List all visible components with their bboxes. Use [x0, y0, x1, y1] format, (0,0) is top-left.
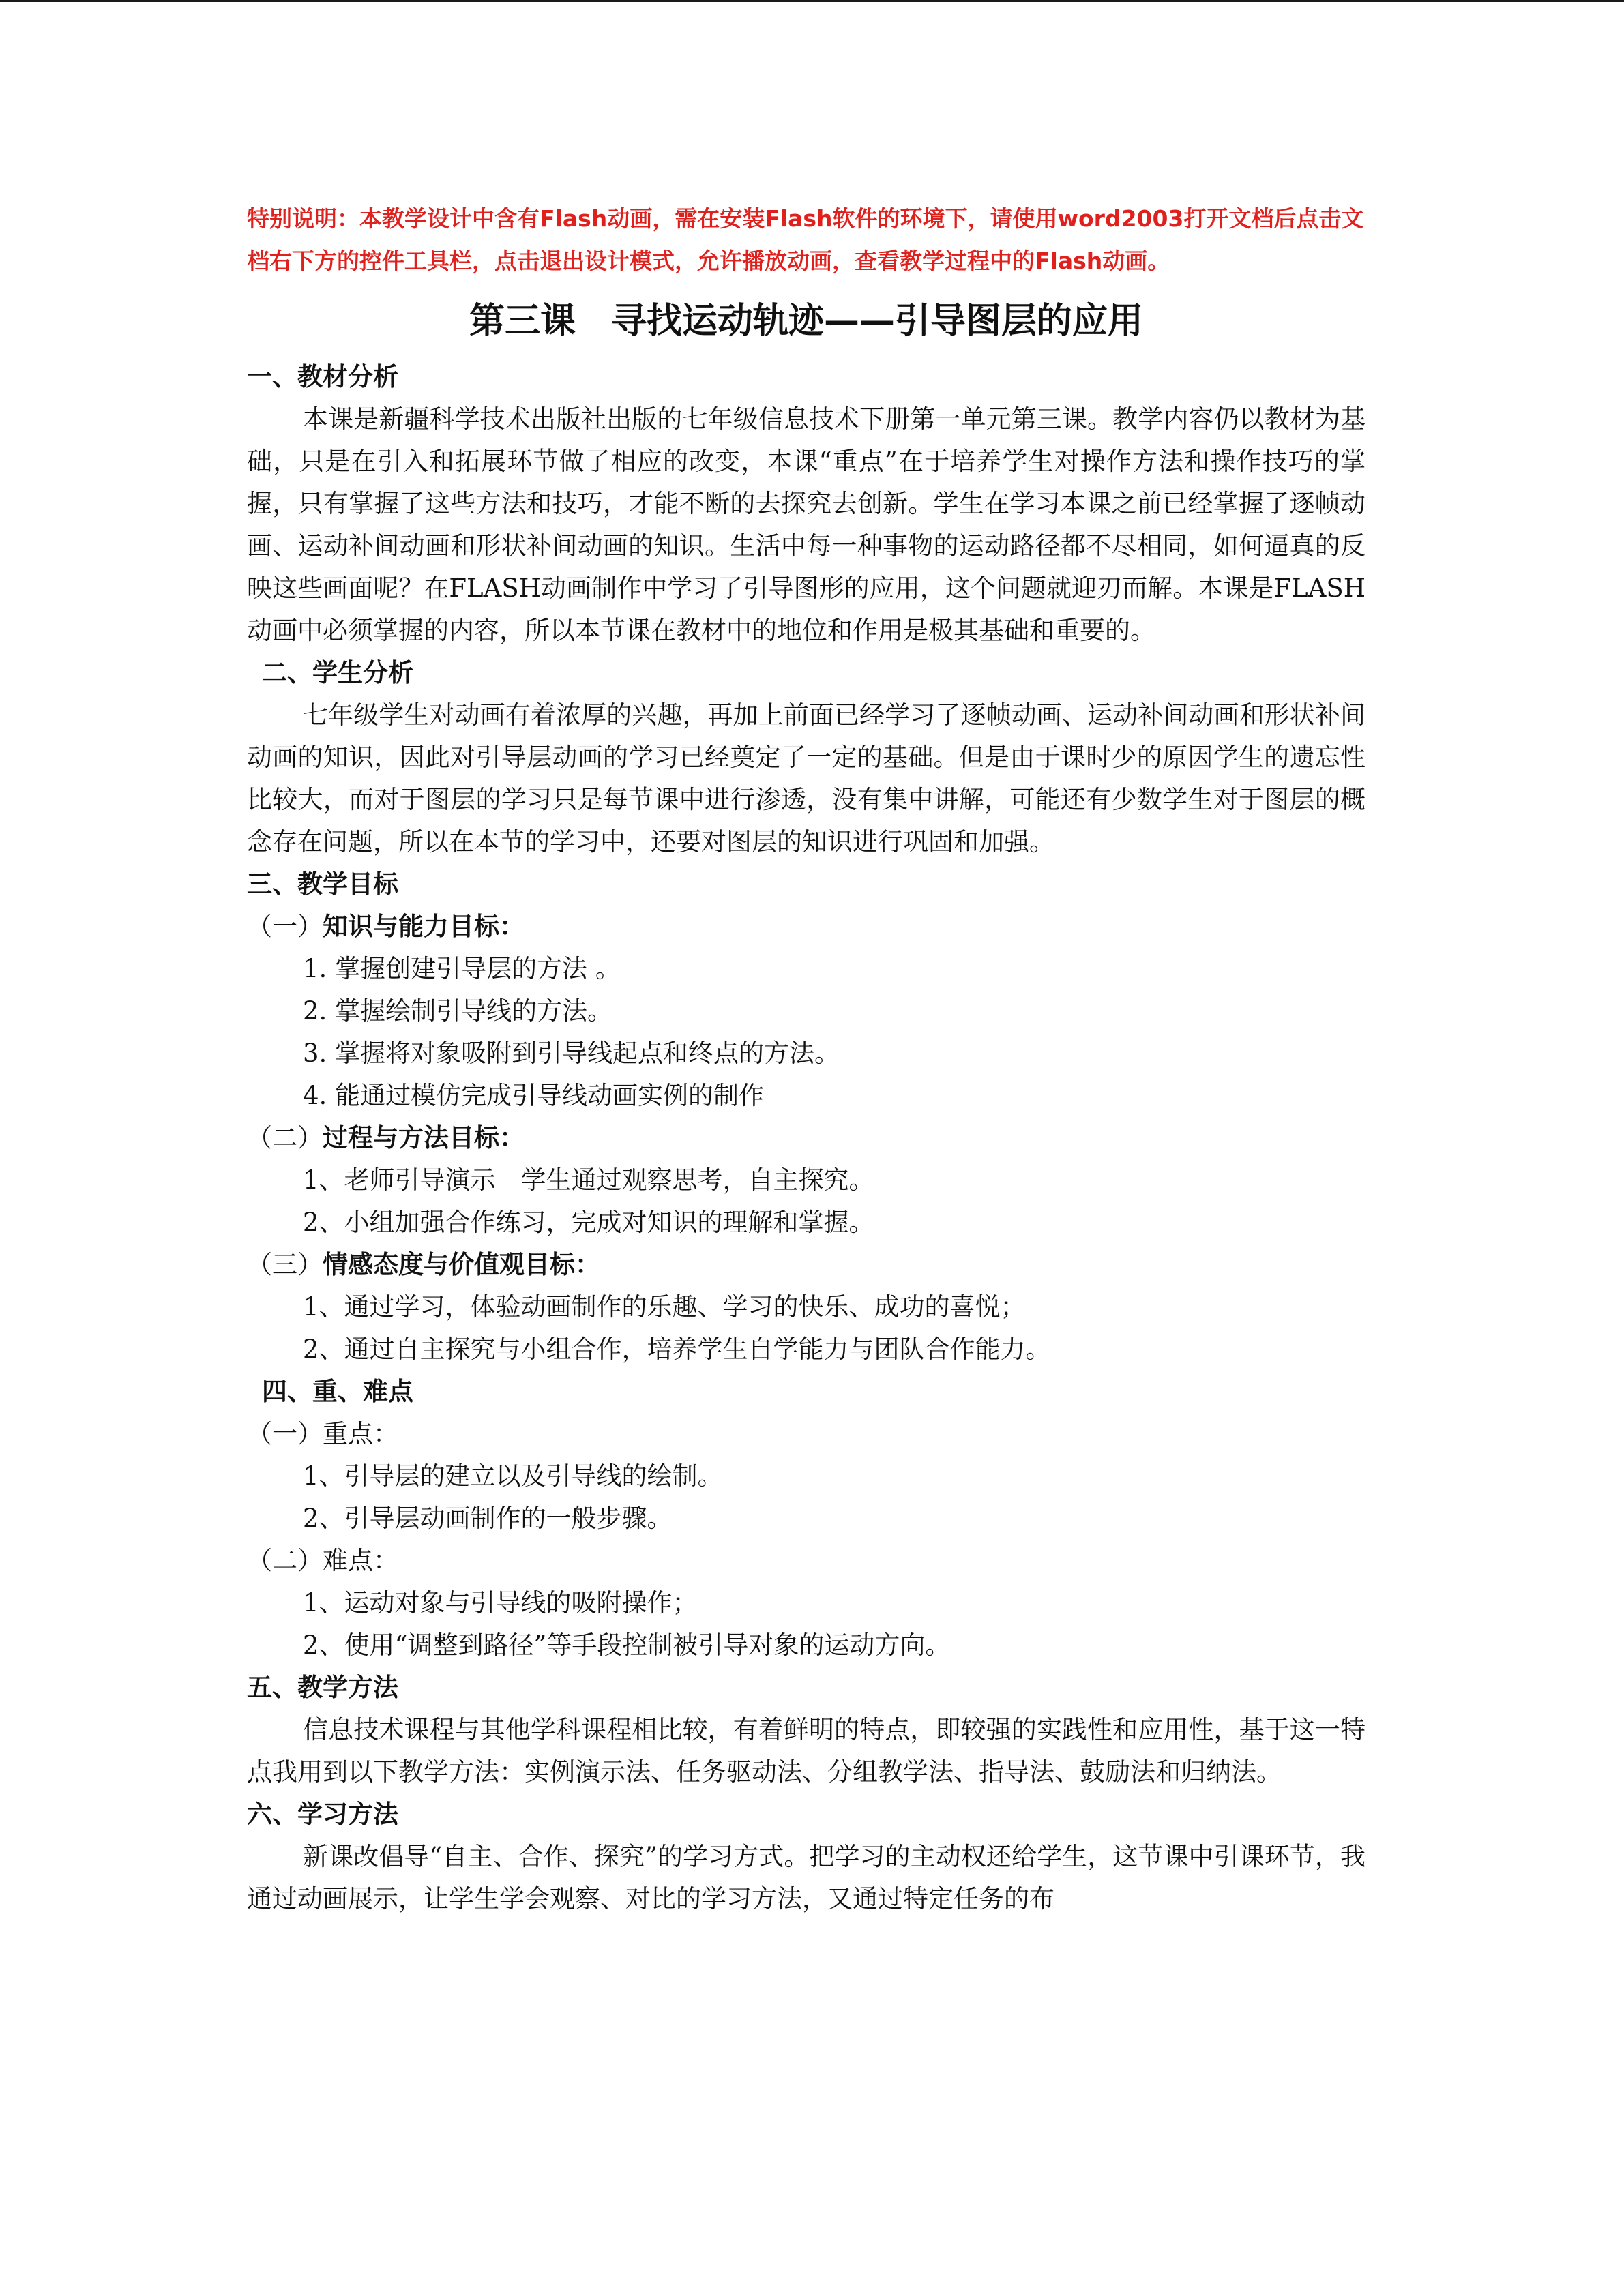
list-item: 1、引导层的建立以及引导线的绘制。	[303, 1461, 723, 1491]
section-heading-learning-methods: 六、学习方法	[247, 1800, 398, 1829]
list-item: 2、使用“调整到路径”等手段控制被引导对象的运动方向。	[303, 1630, 951, 1660]
section-paragraph-teaching-methods: 信息技术课程与其他学科课程相比较，有着鲜明的特点，即较强的实践性和应用性，基于这一特点我用到以下教学方法：实例演示法、任务驱动法、分组教学法、指导法、鼓励法和归纳法。	[247, 1715, 1365, 1787]
subheading-difficult-points: （二）难点：	[247, 1546, 398, 1575]
list-item: 1、老师引导演示 学生通过观察思考，自主探究。	[303, 1165, 874, 1195]
list-item: 2、引导层动画制作的一般步骤。	[303, 1504, 673, 1533]
subheading-prefix: （三）	[247, 1250, 323, 1279]
section-paragraph-learning-methods: 新课改倡导“自主、合作、探究”的学习方式。把学习的主动权还给学生，这节课中引课环节，我通过动画展示，让学生学会观察、对比的学习方法，又通过特定任务的布	[247, 1842, 1365, 1913]
section-paragraph-student-analysis: 七年级学生对动画有着浓厚的兴趣，再加上前面已经学习了逐帧动画、运动补间动画和形状补间动画的知识，因此对引导层动画的学习已经奠定了一定的基础。但是由于课时少的原因学生的遗忘性比较大，而对于图层的学习只是每节课中进行渗透，没有集中讲解，可能还有少数学生对于图层的概念存在问题，所以在本节的学习中，还要对图层的知识进行巩固和加强。	[247, 700, 1365, 856]
subheading-prefix: （一）	[247, 912, 323, 941]
subheading-process-goals	[247, 1117, 1365, 1159]
list-item: 1、运动对象与引导线的吸附操作；	[303, 1588, 698, 1617]
document-page	[247, 198, 1365, 1920]
list-item: 2、小组加强合作练习，完成对知识的理解和掌握。	[303, 1208, 874, 1237]
section-heading-student-analysis: 二、学生分析	[262, 658, 413, 687]
section-paragraph-textbook-analysis: 本课是新疆科学技术出版社出版的七年级信息技术下册第一单元第三课。教学内容仍以教材为基础，只是在引入和拓展环节做了相应的改变，本课“重点”在于培养学生对操作方法和操作技巧的掌握，只有掌握了这些方法和技巧，才能不断的去探究去创新。学生在学习本课之前已经掌握了逐帧动画、运动补间动画和形状补间动画的知识。生活中每一种事物的运动路径都不尽相同，如何逼真的反映这些画面呢？在FLASH动画制作中学习了引导图形的应用，这个问题就迎刃而解。本课是FLASH动画中必须掌握的内容，所以本节课在教材中的地位和作用是极其基础和重要的。	[247, 404, 1365, 645]
lesson-title: 第三课 寻找运动轨迹——引导图层的应用	[469, 301, 1143, 342]
list-item: 3. 掌握将对象吸附到引导线起点和终点的方法。	[303, 1039, 840, 1068]
list-item: 1. 掌握创建引导层的方法 。	[303, 954, 621, 983]
list-item: 2、通过自主探究与小组合作，培养学生自学能力与团队合作能力。	[303, 1335, 1051, 1364]
list-item: 2. 掌握绘制引导线的方法。	[303, 996, 613, 1026]
list-item: 4. 能通过模仿完成引导线动画实例的制作	[303, 1081, 765, 1110]
subheading-label: 过程与方法目标：	[323, 1123, 525, 1152]
section-heading-teaching-goals: 三、教学目标	[247, 869, 398, 899]
section-heading-key-difficult-points: 四、重、难点	[262, 1377, 413, 1406]
section-heading-teaching-methods: 五、教学方法	[247, 1673, 398, 1702]
subheading-prefix: （二）	[247, 1123, 323, 1152]
subheading-label: 情感态度与价值观目标：	[323, 1250, 600, 1279]
subheading-emotion-goals	[247, 1244, 1365, 1286]
subheading-knowledge-goals	[247, 906, 1365, 948]
page-top-border	[0, 0, 1624, 2]
list-item: 1、通过学习，体验动画制作的乐趣、学习的快乐、成功的喜悦；	[303, 1292, 1026, 1322]
subheading-key-points: （一）重点：	[247, 1419, 398, 1448]
special-notice: 特别说明：本教学设计中含有Flash动画，需在安装Flash软件的环境下，请使用word2003打开文档后点击文档右下方的控件工具栏，点击退出设计模式，允许播放动画，查看教学过程中的Flash动画。	[247, 205, 1364, 274]
subheading-label: 知识与能力目标：	[323, 912, 525, 941]
section-heading-textbook-analysis: 一、教材分析	[247, 362, 398, 391]
